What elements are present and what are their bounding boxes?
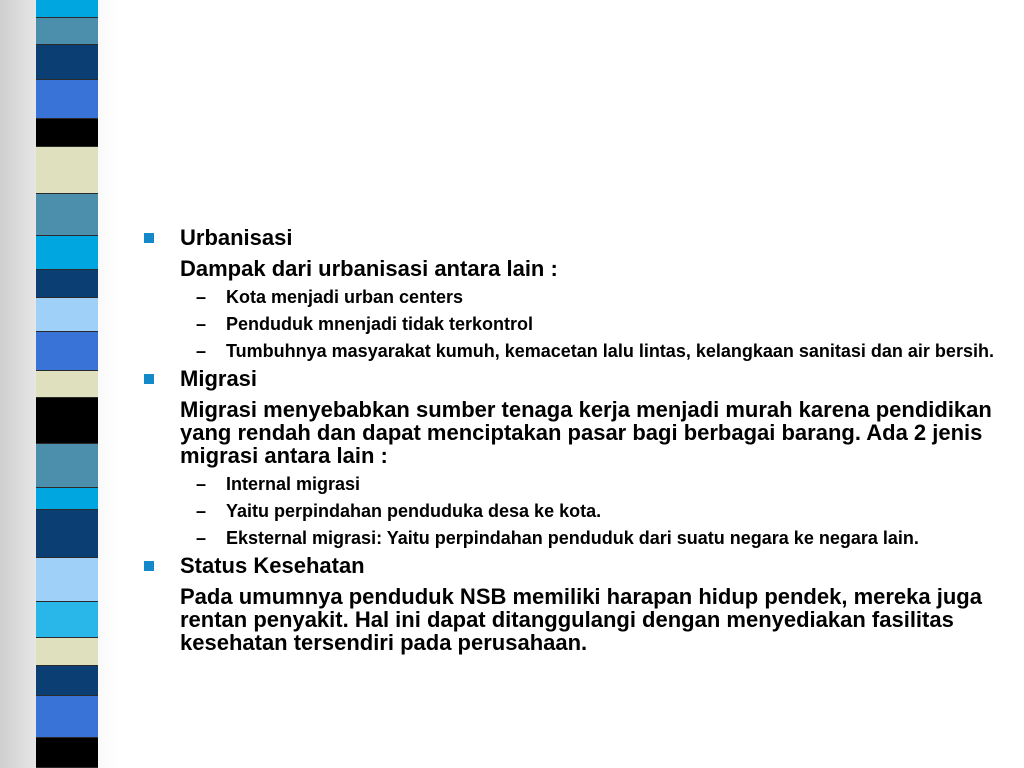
stripe-segment bbox=[36, 236, 98, 270]
square-bullet-icon bbox=[144, 233, 154, 243]
bullet-heading: Status Kesehatan bbox=[180, 553, 365, 578]
bullet-item-migrasi bbox=[144, 366, 994, 391]
stripe-segment bbox=[36, 270, 98, 298]
stripe-segment bbox=[36, 80, 98, 119]
dash-bullet-icon: – bbox=[196, 314, 207, 334]
stripe-segment bbox=[36, 696, 98, 738]
stripe-segment bbox=[36, 488, 98, 510]
bullet-paragraph: Dampak dari urbanisasi antara lain : bbox=[180, 256, 558, 281]
stripe-segment bbox=[36, 738, 98, 768]
sub-bullet-text: Tumbuhnya masyarakat kumuh, kemacetan lalu lintas, kelangkaan sanitasi dan air bersih. bbox=[226, 341, 994, 361]
stripe-segment bbox=[36, 45, 98, 80]
stripe-segment bbox=[36, 18, 98, 45]
dash-bullet-icon: – bbox=[196, 501, 207, 521]
sub-bullet-text: Yaitu perpindahan penduduka desa ke kota. bbox=[226, 501, 602, 521]
square-bullet-icon bbox=[144, 374, 154, 384]
stripe-segment bbox=[36, 398, 98, 444]
decorative-stripe-band bbox=[36, 0, 98, 768]
dash-bullet-icon: – bbox=[196, 528, 207, 548]
stripe-segment bbox=[36, 332, 98, 371]
square-bullet-icon bbox=[144, 561, 154, 571]
sub-bullet-item bbox=[196, 314, 994, 334]
sub-bullet-item bbox=[196, 341, 994, 361]
stripe-segment bbox=[36, 510, 98, 558]
stripe-segment bbox=[36, 602, 98, 638]
bullet-heading: Migrasi bbox=[180, 366, 258, 391]
dash-bullet-icon: – bbox=[196, 341, 207, 361]
bullet-heading: Urbanisasi bbox=[180, 225, 293, 250]
stripe-segment bbox=[36, 194, 98, 236]
sub-bullet-text: Internal migrasi bbox=[226, 474, 361, 494]
sub-bullet-text: Penduduk mnenjadi tidak terkontrol bbox=[226, 314, 534, 334]
sub-bullet-text: Eksternal migrasi: Yaitu perpindahan penduduk dari suatu negara ke negara lain. bbox=[226, 528, 919, 548]
stripe-segment bbox=[36, 298, 98, 332]
bullet-paragraph: Pada umumnya penduduk NSB memiliki harapan hidup pendek, mereka juga rentan penyakit. Hal ini dapat ditanggulangi dengan menyediakan fasilitas kesehatan tersendiri pada perusahaan. bbox=[180, 584, 982, 655]
bullet-item-urbanisasi bbox=[144, 225, 994, 250]
slide-body bbox=[144, 225, 994, 654]
stripe-segment bbox=[36, 638, 98, 666]
sub-bullet-item bbox=[196, 501, 994, 521]
sub-bullet-item bbox=[196, 287, 994, 307]
stripe-segment bbox=[36, 147, 98, 194]
bullet-item-status-kesehatan bbox=[144, 553, 994, 578]
stripe-segment bbox=[36, 666, 98, 696]
sub-bullet-item bbox=[196, 474, 994, 494]
sub-bullet-text: Kota menjadi urban centers bbox=[226, 287, 464, 307]
stripe-segment bbox=[36, 444, 98, 488]
stripe-segment bbox=[36, 371, 98, 398]
stripe-segment bbox=[36, 558, 98, 602]
stripe-segment bbox=[36, 119, 98, 147]
sub-bullet-item bbox=[196, 528, 994, 548]
bullet-paragraph: Migrasi menyebabkan sumber tenaga kerja menjadi murah karena pendidikan yang rendah dan dapat menciptakan pasar bagi berbagai barang. Ada 2 jenis migrasi antara lain : bbox=[180, 397, 992, 468]
stripe-segment bbox=[36, 0, 98, 18]
dash-bullet-icon: – bbox=[196, 474, 207, 494]
dash-bullet-icon: – bbox=[196, 287, 207, 307]
